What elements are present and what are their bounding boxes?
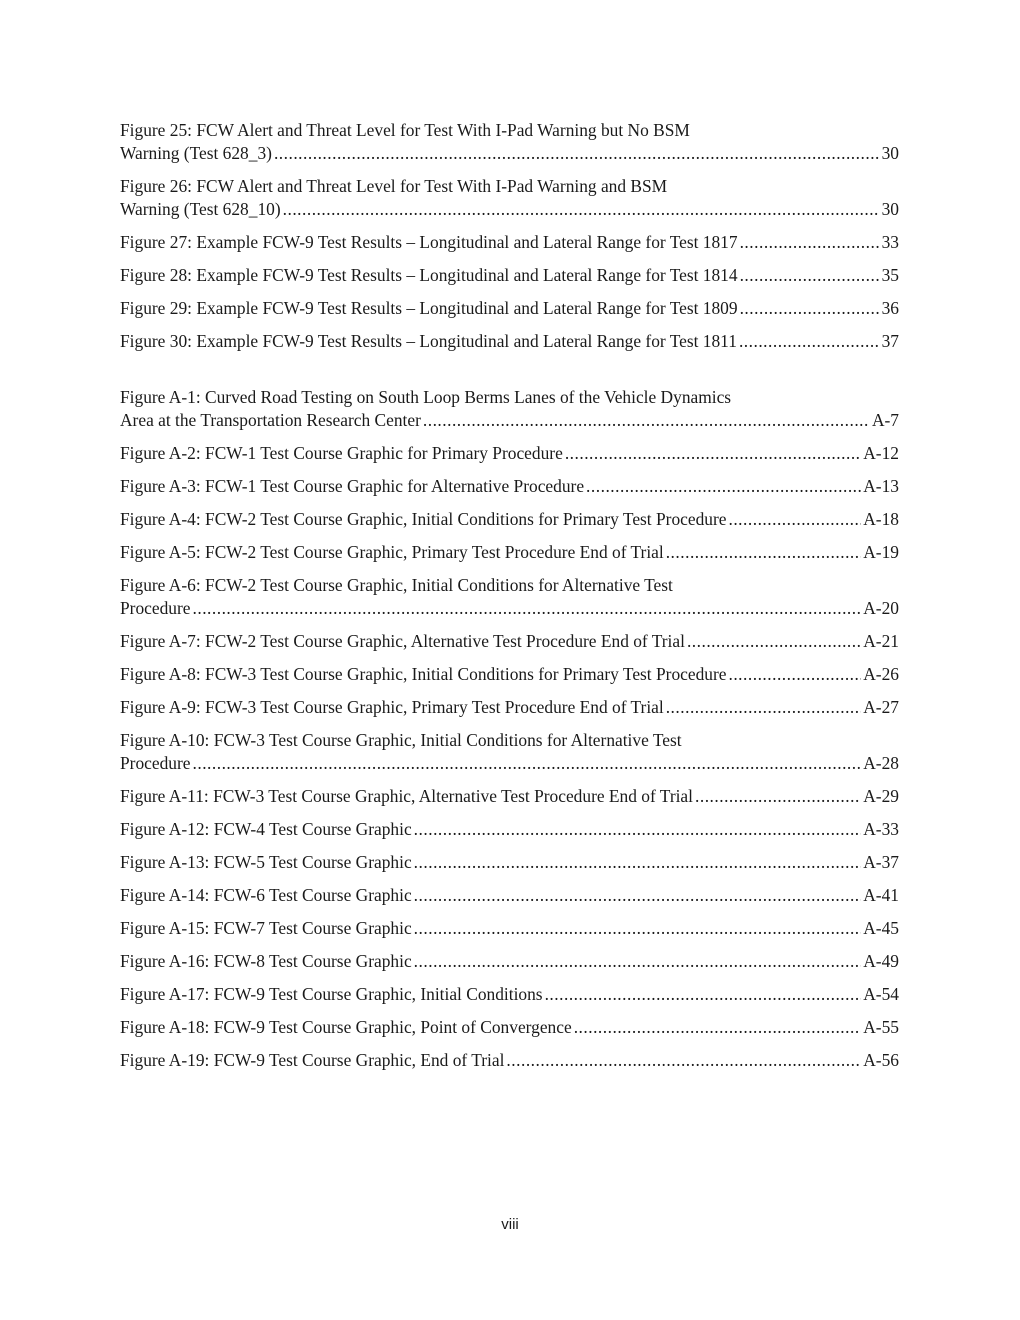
dot-leader xyxy=(687,630,861,653)
toc-entry-title-line1: Figure A-10: FCW-3 Test Course Graphic, Initial Conditions for Alternative Test xyxy=(120,730,682,750)
toc-page-number: A-29 xyxy=(863,786,899,806)
toc-entry[interactable] xyxy=(120,663,899,686)
toc-entry-title: Figure A-18: FCW-9 Test Course Graphic, Point of Convergence xyxy=(120,1017,572,1037)
dot-leader xyxy=(666,696,862,719)
toc-entry[interactable] xyxy=(120,818,899,841)
dot-leader xyxy=(414,950,862,973)
toc-page-number: 36 xyxy=(881,298,899,318)
toc-entry-title: Warning (Test 628_3) xyxy=(120,143,272,163)
toc-entry-title: Figure A-13: FCW-5 Test Course Graphic xyxy=(120,852,412,872)
list-of-figures xyxy=(120,119,899,1082)
toc-entry-title: Figure A-19: FCW-9 Test Course Graphic, End of Trial xyxy=(120,1050,505,1070)
toc-entry[interactable] xyxy=(120,1049,899,1072)
dot-leader xyxy=(728,508,861,531)
toc-page-number: A-19 xyxy=(863,542,899,562)
dot-leader xyxy=(739,330,880,353)
toc-entry[interactable] xyxy=(120,983,899,1006)
toc-entry[interactable] xyxy=(120,386,899,432)
toc-entry[interactable] xyxy=(120,297,899,320)
toc-entry-title: Warning (Test 628_10) xyxy=(120,199,281,219)
dot-leader xyxy=(695,785,861,808)
toc-page-number: A-26 xyxy=(863,664,899,684)
toc-entry[interactable] xyxy=(120,630,899,653)
dot-leader xyxy=(414,884,862,907)
dot-leader xyxy=(193,752,862,775)
toc-entry[interactable] xyxy=(120,785,899,808)
toc-entry[interactable] xyxy=(120,851,899,874)
toc-entry[interactable] xyxy=(120,330,899,353)
dot-leader xyxy=(586,475,861,498)
toc-entry-title-line1: Figure A-6: FCW-2 Test Course Graphic, Initial Conditions for Alternative Test xyxy=(120,575,673,595)
toc-page-number: 30 xyxy=(881,199,899,219)
toc-entry-title: Figure A-4: FCW-2 Test Course Graphic, Initial Conditions for Primary Test Procedure xyxy=(120,509,727,529)
toc-page-number: A-7 xyxy=(871,410,899,430)
toc-entry[interactable] xyxy=(120,231,899,254)
dot-leader xyxy=(414,818,862,841)
toc-entry[interactable] xyxy=(120,1016,899,1039)
toc-page-number: A-20 xyxy=(863,598,899,618)
toc-page-number: A-12 xyxy=(863,443,899,463)
toc-page-number: A-33 xyxy=(863,819,899,839)
dot-leader xyxy=(193,597,862,620)
toc-entry-title: Figure A-2: FCW-1 Test Course Graphic for Primary Procedure xyxy=(120,443,563,463)
toc-entry-title: Figure 27: Example FCW-9 Test Results – Longitudinal and Lateral Range for Test 1817 xyxy=(120,232,738,252)
dot-leader xyxy=(740,297,880,320)
toc-entry[interactable] xyxy=(120,541,899,564)
toc-page-number: A-45 xyxy=(863,918,899,938)
toc-page-number: A-41 xyxy=(863,885,899,905)
toc-entry-title: Figure A-15: FCW-7 Test Course Graphic xyxy=(120,918,412,938)
page-footer-number: viii xyxy=(501,1216,519,1233)
toc-entry-title: Figure A-12: FCW-4 Test Course Graphic xyxy=(120,819,412,839)
toc-entry[interactable] xyxy=(120,475,899,498)
toc-entry[interactable] xyxy=(120,917,899,940)
toc-page-number: A-18 xyxy=(863,509,899,529)
dot-leader xyxy=(274,142,880,165)
dot-leader xyxy=(728,663,861,686)
toc-entry[interactable] xyxy=(120,884,899,907)
toc-entry-title: Figure A-11: FCW-3 Test Course Graphic, Alternative Test Procedure End of Trial xyxy=(120,786,693,806)
toc-entry-title-line1: Figure 25: FCW Alert and Threat Level for Test With I-Pad Warning but No BSM xyxy=(120,120,690,140)
toc-entry[interactable] xyxy=(120,696,899,719)
toc-entry[interactable] xyxy=(120,574,899,620)
toc-entry-title: Figure 28: Example FCW-9 Test Results – Longitudinal and Lateral Range for Test 1814 xyxy=(120,265,738,285)
toc-entry-title-line1: Figure 26: FCW Alert and Threat Level for Test With I-Pad Warning and BSM xyxy=(120,176,668,196)
toc-page-number: A-27 xyxy=(863,697,899,717)
toc-entry-title: Figure 30: Example FCW-9 Test Results – Longitudinal and Lateral Range for Test 1811 xyxy=(120,331,737,351)
toc-entry-title: Procedure xyxy=(120,753,191,773)
toc-entry-title: Figure A-5: FCW-2 Test Course Graphic, Primary Test Procedure End of Trial xyxy=(120,542,664,562)
toc-page-number: 37 xyxy=(881,331,899,351)
toc-page-number: 35 xyxy=(881,265,899,285)
toc-page-number: A-55 xyxy=(863,1017,899,1037)
toc-entry-title: Figure A-16: FCW-8 Test Course Graphic xyxy=(120,951,412,971)
toc-page-number: 30 xyxy=(881,143,899,163)
toc-page-number: A-21 xyxy=(863,631,899,651)
dot-leader xyxy=(740,264,880,287)
dot-leader xyxy=(283,198,880,221)
toc-entry[interactable] xyxy=(120,119,899,165)
toc-page-number: A-37 xyxy=(863,852,899,872)
dot-leader xyxy=(740,231,880,254)
dot-leader xyxy=(666,541,862,564)
toc-entry[interactable] xyxy=(120,950,899,973)
dot-leader xyxy=(565,442,861,465)
dot-leader xyxy=(414,917,862,940)
toc-entry[interactable] xyxy=(120,175,899,221)
toc-page-number: A-13 xyxy=(863,476,899,496)
toc-entry-title: Procedure xyxy=(120,598,191,618)
toc-page-number: A-56 xyxy=(863,1050,899,1070)
toc-entry-title: Figure A-8: FCW-3 Test Course Graphic, Initial Conditions for Primary Test Procedure xyxy=(120,664,727,684)
toc-entry-title-line1: Figure A-1: Curved Road Testing on South Loop Berms Lanes of the Vehicle Dynamics xyxy=(120,387,732,407)
toc-entry-title: Figure A-14: FCW-6 Test Course Graphic xyxy=(120,885,412,905)
toc-page-number: A-28 xyxy=(863,753,899,773)
toc-entry-title: Figure A-7: FCW-2 Test Course Graphic, Alternative Test Procedure End of Trial xyxy=(120,631,685,651)
toc-entry-title: Figure 29: Example FCW-9 Test Results – Longitudinal and Lateral Range for Test 1809 xyxy=(120,298,738,318)
toc-entry-title: Figure A-3: FCW-1 Test Course Graphic for Alternative Procedure xyxy=(120,476,585,496)
toc-entry-title: Figure A-9: FCW-3 Test Course Graphic, Primary Test Procedure End of Trial xyxy=(120,697,664,717)
dot-leader xyxy=(414,851,862,874)
dot-leader xyxy=(506,1049,861,1072)
toc-entry[interactable] xyxy=(120,264,899,287)
dot-leader xyxy=(574,1016,862,1039)
toc-entry[interactable] xyxy=(120,442,899,465)
dot-leader xyxy=(423,409,870,432)
toc-entry[interactable] xyxy=(120,729,899,775)
toc-entry[interactable] xyxy=(120,508,899,531)
dot-leader xyxy=(545,983,862,1006)
toc-entry-title: Area at the Transportation Research Center xyxy=(120,410,421,430)
toc-page-number: A-49 xyxy=(863,951,899,971)
toc-page-number: 33 xyxy=(881,232,899,252)
toc-entry-title: Figure A-17: FCW-9 Test Course Graphic, Initial Conditions xyxy=(120,984,543,1004)
toc-page-number: A-54 xyxy=(863,984,899,1004)
